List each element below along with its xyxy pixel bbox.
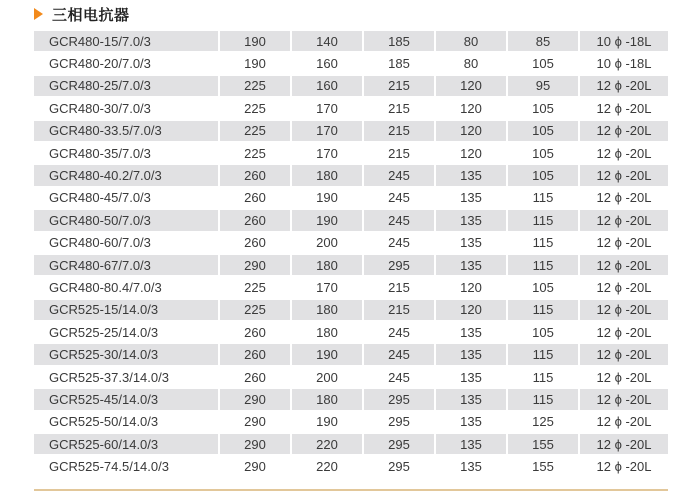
dim-d-cell: 135: [436, 367, 508, 389]
dim-b-cell: 220: [292, 456, 364, 478]
dim-a-cell: 190: [220, 53, 292, 75]
dim-d-cell: 135: [436, 165, 508, 187]
dim-b-cell: 170: [292, 121, 364, 143]
dim-d-cell: 135: [436, 344, 508, 366]
dim-a-cell: 260: [220, 233, 292, 255]
dim-c-cell: 295: [364, 456, 436, 478]
dim-a-cell: 260: [220, 344, 292, 366]
dim-b-cell: 160: [292, 53, 364, 75]
dim-b-cell: 180: [292, 389, 364, 411]
dim-c-cell: 245: [364, 322, 436, 344]
dim-d-cell: 135: [436, 188, 508, 210]
dim-c-cell: 245: [364, 233, 436, 255]
mounting-cell: 10 ϕ -18L: [580, 31, 668, 53]
dim-a-cell: 290: [220, 255, 292, 277]
mounting-cell: 12 ϕ -20L: [580, 255, 668, 277]
model-cell: GCR480-33.5/7.0/3: [34, 121, 220, 143]
dim-d-cell: 135: [436, 210, 508, 232]
dim-b-cell: 180: [292, 255, 364, 277]
table-row: [34, 255, 668, 277]
dim-b-cell: 170: [292, 143, 364, 165]
mounting-cell: 12 ϕ -20L: [580, 456, 668, 478]
model-cell: GCR480-20/7.0/3: [34, 53, 220, 75]
table-row: [34, 300, 668, 322]
dim-b-cell: 170: [292, 98, 364, 120]
triangle-marker-icon: [34, 8, 43, 20]
model-cell: GCR480-25/7.0/3: [34, 76, 220, 98]
dim-a-cell: 260: [220, 188, 292, 210]
dim-c-cell: 215: [364, 98, 436, 120]
dim-e-cell: 115: [508, 389, 580, 411]
dim-e-cell: 115: [508, 367, 580, 389]
dim-b-cell: 200: [292, 233, 364, 255]
dim-e-cell: 105: [508, 98, 580, 120]
dim-b-cell: 180: [292, 322, 364, 344]
dim-e-cell: 115: [508, 300, 580, 322]
dim-d-cell: 135: [436, 412, 508, 434]
dim-a-cell: 225: [220, 76, 292, 98]
mounting-cell: 12 ϕ -20L: [580, 143, 668, 165]
dim-d-cell: 120: [436, 277, 508, 299]
spec-table: [34, 31, 668, 479]
dim-e-cell: 155: [508, 434, 580, 456]
dim-e-cell: 105: [508, 322, 580, 344]
mounting-cell: 12 ϕ -20L: [580, 300, 668, 322]
table-row: [34, 456, 668, 478]
table-row: [34, 121, 668, 143]
dim-b-cell: 190: [292, 188, 364, 210]
dim-a-cell: 225: [220, 300, 292, 322]
mounting-cell: 12 ϕ -20L: [580, 165, 668, 187]
model-cell: GCR525-74.5/14.0/3: [34, 456, 220, 478]
dim-e-cell: 115: [508, 233, 580, 255]
dim-a-cell: 225: [220, 143, 292, 165]
dim-d-cell: 135: [436, 233, 508, 255]
dim-b-cell: 200: [292, 367, 364, 389]
dim-a-cell: 225: [220, 277, 292, 299]
dim-c-cell: 245: [364, 367, 436, 389]
mounting-cell: 12 ϕ -20L: [580, 188, 668, 210]
dim-b-cell: 160: [292, 76, 364, 98]
dim-d-cell: 135: [436, 456, 508, 478]
dim-d-cell: 135: [436, 434, 508, 456]
dim-c-cell: 245: [364, 210, 436, 232]
table-row: [34, 53, 668, 75]
dim-c-cell: 215: [364, 277, 436, 299]
dim-c-cell: 215: [364, 143, 436, 165]
dim-d-cell: 80: [436, 31, 508, 53]
dim-c-cell: 295: [364, 434, 436, 456]
mounting-cell: 12 ϕ -20L: [580, 98, 668, 120]
dim-a-cell: 290: [220, 389, 292, 411]
dim-e-cell: 115: [508, 344, 580, 366]
dim-e-cell: 115: [508, 188, 580, 210]
mounting-cell: 12 ϕ -20L: [580, 367, 668, 389]
dim-a-cell: 260: [220, 165, 292, 187]
table-row: [34, 322, 668, 344]
dim-d-cell: 120: [436, 76, 508, 98]
dim-a-cell: 260: [220, 210, 292, 232]
dim-a-cell: 290: [220, 412, 292, 434]
dim-d-cell: 80: [436, 53, 508, 75]
dim-b-cell: 140: [292, 31, 364, 53]
dim-b-cell: 180: [292, 300, 364, 322]
dim-d-cell: 135: [436, 322, 508, 344]
dim-b-cell: 180: [292, 165, 364, 187]
dim-a-cell: 225: [220, 121, 292, 143]
dim-d-cell: 120: [436, 98, 508, 120]
mounting-cell: 12 ϕ -20L: [580, 76, 668, 98]
model-cell: GCR480-40.2/7.0/3: [34, 165, 220, 187]
dim-c-cell: 245: [364, 165, 436, 187]
table-row: [34, 210, 668, 232]
dim-d-cell: 135: [436, 389, 508, 411]
mounting-cell: 12 ϕ -20L: [580, 210, 668, 232]
dim-e-cell: 95: [508, 76, 580, 98]
mounting-cell: 12 ϕ -20L: [580, 344, 668, 366]
table-row: [34, 277, 668, 299]
dim-e-cell: 115: [508, 255, 580, 277]
table-row: [34, 434, 668, 456]
dim-e-cell: 155: [508, 456, 580, 478]
table-row: [34, 165, 668, 187]
dim-b-cell: 170: [292, 277, 364, 299]
dim-e-cell: 85: [508, 31, 580, 53]
mounting-cell: 12 ϕ -20L: [580, 412, 668, 434]
table-row: [34, 188, 668, 210]
mounting-cell: 12 ϕ -20L: [580, 322, 668, 344]
table-row: [34, 389, 668, 411]
dim-d-cell: 120: [436, 143, 508, 165]
dim-b-cell: 190: [292, 344, 364, 366]
model-cell: GCR525-60/14.0/3: [34, 434, 220, 456]
dim-c-cell: 185: [364, 31, 436, 53]
model-cell: GCR480-60/7.0/3: [34, 233, 220, 255]
dim-e-cell: 105: [508, 277, 580, 299]
dim-e-cell: 105: [508, 165, 580, 187]
dim-b-cell: 190: [292, 412, 364, 434]
model-cell: GCR525-25/14.0/3: [34, 322, 220, 344]
model-cell: GCR480-67/7.0/3: [34, 255, 220, 277]
model-cell: GCR525-30/14.0/3: [34, 344, 220, 366]
dim-c-cell: 245: [364, 344, 436, 366]
table-row: [34, 344, 668, 366]
dim-e-cell: 105: [508, 53, 580, 75]
dim-e-cell: 105: [508, 143, 580, 165]
dim-c-cell: 295: [364, 255, 436, 277]
table-row: [34, 143, 668, 165]
mounting-cell: 12 ϕ -20L: [580, 233, 668, 255]
dim-c-cell: 215: [364, 300, 436, 322]
dim-c-cell: 215: [364, 121, 436, 143]
model-cell: GCR480-80.4/7.0/3: [34, 277, 220, 299]
dim-b-cell: 190: [292, 210, 364, 232]
mounting-cell: 10 ϕ -18L: [580, 53, 668, 75]
mounting-cell: 12 ϕ -20L: [580, 434, 668, 456]
dim-e-cell: 115: [508, 210, 580, 232]
table-row: [34, 233, 668, 255]
model-cell: GCR480-45/7.0/3: [34, 188, 220, 210]
dim-a-cell: 260: [220, 367, 292, 389]
table-row: [34, 412, 668, 434]
dim-d-cell: 120: [436, 121, 508, 143]
table-row: [34, 98, 668, 120]
table-row: [34, 367, 668, 389]
section-header: [34, 4, 130, 24]
model-cell: GCR525-50/14.0/3: [34, 412, 220, 434]
mounting-cell: 12 ϕ -20L: [580, 389, 668, 411]
model-cell: GCR480-30/7.0/3: [34, 98, 220, 120]
model-cell: GCR480-35/7.0/3: [34, 143, 220, 165]
dim-c-cell: 185: [364, 53, 436, 75]
model-cell: GCR525-45/14.0/3: [34, 389, 220, 411]
section-title: 三相电抗器: [52, 5, 130, 24]
dim-c-cell: 295: [364, 412, 436, 434]
mounting-cell: 12 ϕ -20L: [580, 121, 668, 143]
dim-e-cell: 105: [508, 121, 580, 143]
dim-a-cell: 290: [220, 434, 292, 456]
footer-divider: [34, 489, 668, 491]
dim-d-cell: 135: [436, 255, 508, 277]
dim-c-cell: 215: [364, 76, 436, 98]
table-row: [34, 31, 668, 53]
mounting-cell: 12 ϕ -20L: [580, 277, 668, 299]
dim-a-cell: 260: [220, 322, 292, 344]
model-cell: GCR480-50/7.0/3: [34, 210, 220, 232]
dim-b-cell: 220: [292, 434, 364, 456]
model-cell: GCR480-15/7.0/3: [34, 31, 220, 53]
dim-a-cell: 225: [220, 98, 292, 120]
dim-e-cell: 125: [508, 412, 580, 434]
dim-c-cell: 295: [364, 389, 436, 411]
dim-a-cell: 190: [220, 31, 292, 53]
dim-c-cell: 245: [364, 188, 436, 210]
dim-a-cell: 290: [220, 456, 292, 478]
model-cell: GCR525-37.3/14.0/3: [34, 367, 220, 389]
dim-d-cell: 120: [436, 300, 508, 322]
table-row: [34, 76, 668, 98]
model-cell: GCR525-15/14.0/3: [34, 300, 220, 322]
